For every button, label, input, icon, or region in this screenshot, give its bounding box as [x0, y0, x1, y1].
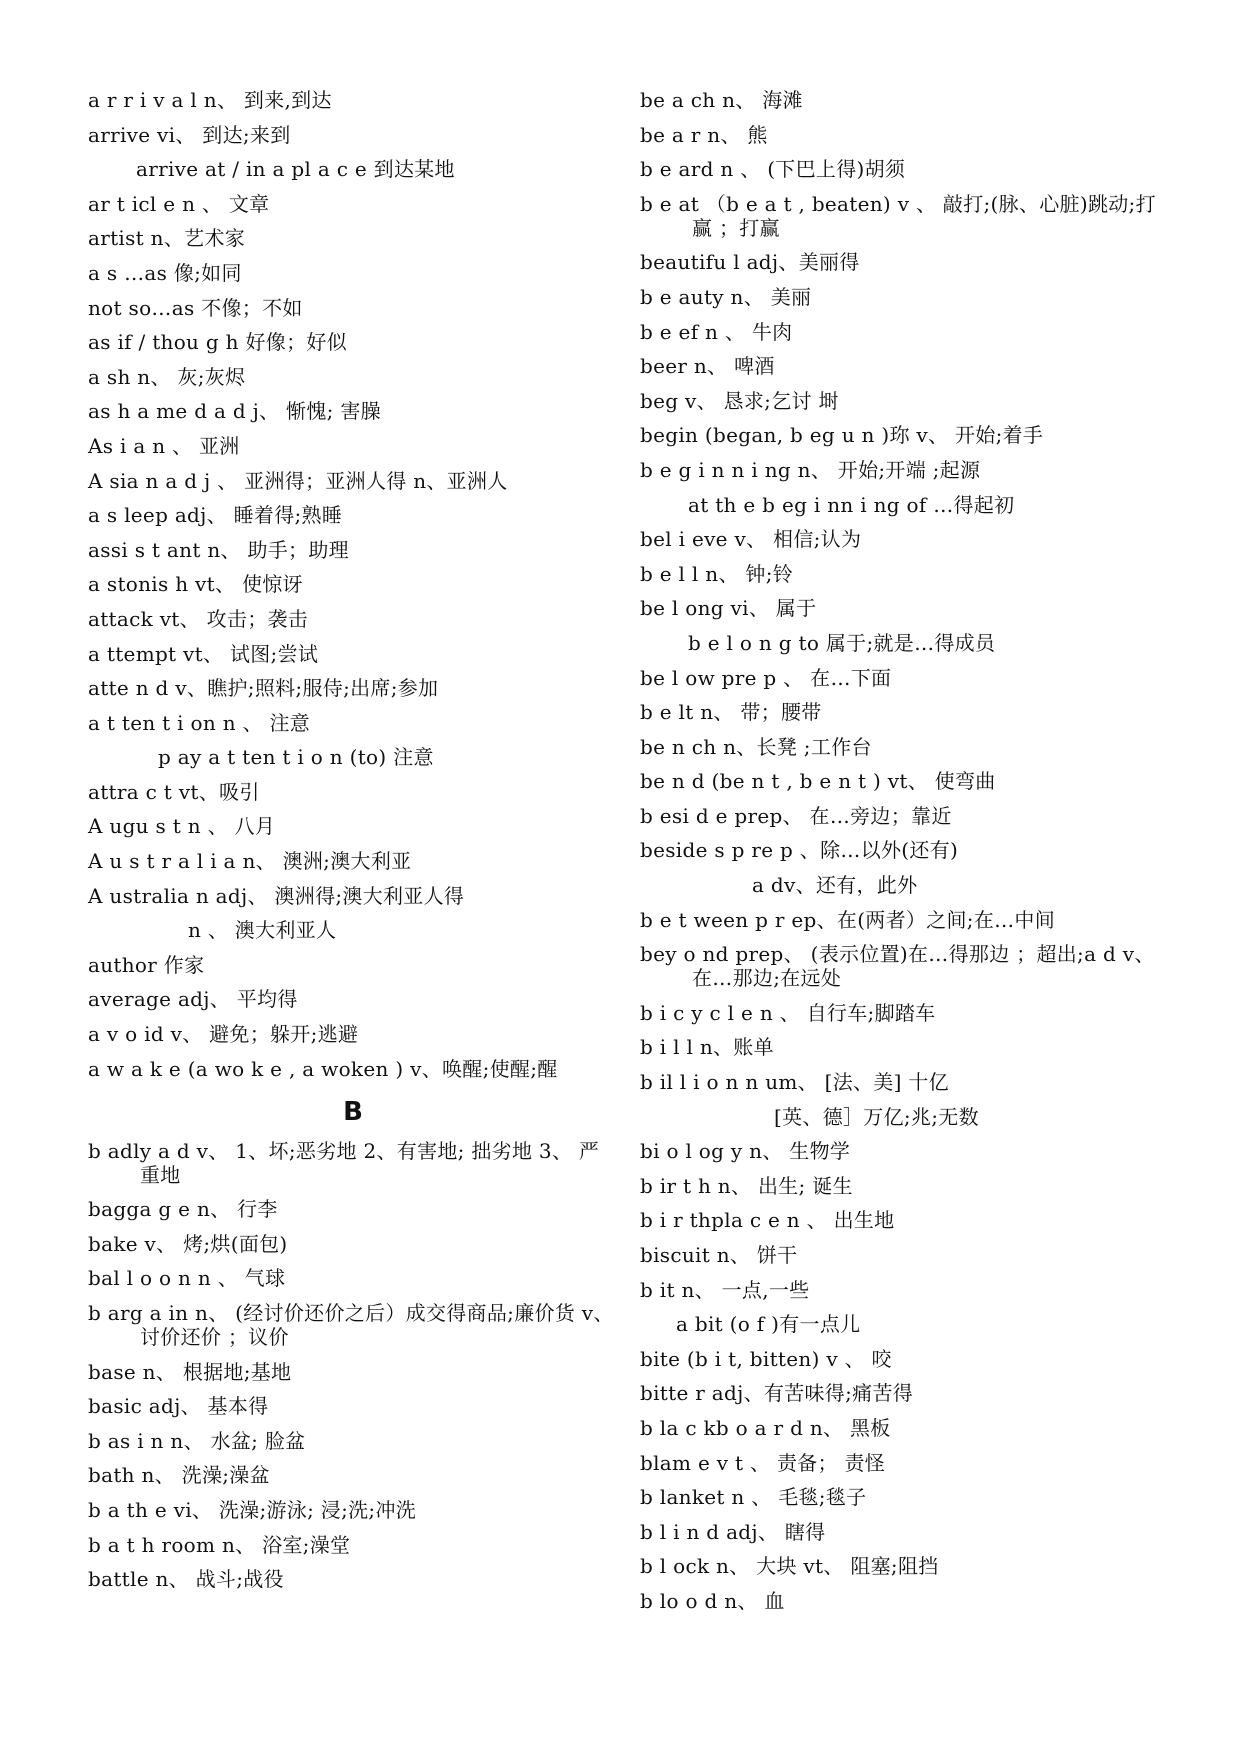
- entry-attention: a t ten t i on n 、 注意: [88, 710, 311, 735]
- entry-bargain: b arg a in n、 (经讨价还价之后）成交得商品;廉价货 v、讨价还价 ；议价: [88, 1301, 614, 1349]
- entry-bicycle: b i c y c l e n 、 自行车;脚踏车: [640, 1000, 936, 1025]
- entry-attend: atte n d v、瞧护;照料;服侍;出席;参加: [88, 676, 439, 701]
- entry-besides-adv: a dv、还有，此外: [752, 873, 918, 898]
- entry-blackboard: b la c kb o a r d n、 黑板: [640, 1415, 891, 1440]
- right-column: [640, 88, 1160, 1624]
- entry-below: be l ow pre p 、 在…下面: [640, 665, 892, 690]
- entry-not-so-as: not so…as 不像；不如: [88, 295, 303, 320]
- entry-bill: b i l l n、账单: [640, 1035, 774, 1060]
- entry-author: author 作家: [88, 952, 205, 977]
- entry-asian: A sia n a d j 、 亚洲得；亚洲人得 n、亚洲人: [88, 468, 508, 493]
- entry-astonish: a stonis h vt、 使惊讶: [88, 572, 303, 597]
- entry-as-if: as if / thou g h 好像；好似: [88, 330, 347, 355]
- entry-between: b e t ween p r ep、在(两者）之间;在…中间: [640, 907, 1056, 932]
- entry-asia: As i a n 、 亚洲: [88, 433, 240, 458]
- entry-august: A ugu s t n 、 八月: [88, 814, 276, 839]
- entry-blanket: b lanket n 、 毛毯;毯子: [640, 1485, 867, 1510]
- entry-believe: bel i eve v、 相信;认为: [640, 527, 862, 552]
- entry-ashamed: as h a me d a d j、 惭愧; 害臊: [88, 399, 381, 424]
- entry-beauty: b e auty n、 美丽: [640, 284, 812, 309]
- entry-beard: b e ard n 、 (下巴上得)胡须: [640, 157, 906, 182]
- entry-battle: battle n、 战斗;战役: [88, 1567, 284, 1592]
- entry-beautiful: beautifu l adj、美丽得: [640, 250, 860, 275]
- entry-arrive-at: arrive at / in a pl a c e 到达某地: [136, 157, 455, 182]
- entry-bench: be n ch n、长凳 ;工作台: [640, 734, 872, 759]
- section-heading-b: B: [343, 1096, 363, 1127]
- entry-birthplace: b i r thpla c e n 、 出生地: [640, 1208, 895, 1233]
- entry-beach: be a ch n、 海滩: [640, 88, 803, 112]
- entry-bite: bite (b i t, bitten) v 、 咬: [640, 1346, 892, 1371]
- entry-artist: artist n、艺术家: [88, 226, 246, 251]
- entry-biology: bi o l og y n、 生物学: [640, 1139, 851, 1164]
- entry-bake: bake v、 烤;烘(面包): [88, 1231, 288, 1256]
- entry-base: base n、 根据地;基地: [88, 1359, 292, 1384]
- entry-badly: b adly a d v、 1、坏;恶劣地 2、有害地; 拙劣地 3、 严重地: [88, 1138, 600, 1187]
- entry-basin: b as i n n、 水盆; 脸盆: [88, 1428, 306, 1453]
- entry-at-the-beginning: at th e b eg i nn i ng of …得起初: [688, 492, 1015, 517]
- entry-begin: begin (began, b eg u n )珎 v、 开始;着手: [640, 423, 1044, 448]
- entry-blood: b lo o d n、 血: [640, 1588, 785, 1613]
- entry-beginning: b e g i n n i ng n、 开始;开端 ;起源: [640, 457, 981, 482]
- entry-bell: b e l l n、 钟;铃: [640, 561, 794, 586]
- entry-blame: blam e v t 、 责备； 责怪: [640, 1450, 886, 1475]
- entry-arrival: a r r i v a l n、 到来,到达: [88, 88, 332, 112]
- entry-bear: be a r n、 熊: [640, 122, 768, 147]
- entry-bathroom: b a t h room n、 浴室;澡堂: [88, 1532, 351, 1557]
- entry-attack: attack vt、 攻击；袭击: [88, 606, 309, 631]
- entry-bend: be n d (be n t , b e n t ) vt、 使弯曲: [640, 769, 996, 794]
- entry-bitter: bitte r adj、有苦味得;痛苦得: [640, 1381, 914, 1406]
- entry-pay-attention: p ay a t ten t i o n (to) 注意: [158, 745, 434, 770]
- entry-australian: A ustralia n adj、 澳洲得;澳大利亚人得: [88, 883, 465, 908]
- entry-attempt: a ttempt vt、 试图;尝试: [88, 641, 319, 666]
- entry-as-as: a s …as 像;如同: [88, 260, 242, 285]
- entry-beside: b esi d e prep、 在…旁边；靠近: [640, 803, 952, 828]
- entry-beg: beg v、 恳求;乞讨 埘: [640, 388, 839, 413]
- entry-bath: bath n、 洗澡;澡盆: [88, 1463, 270, 1488]
- entry-arrive: arrive vi、 到达;来到: [88, 122, 291, 147]
- entry-bit: b it n、 一点,一些: [640, 1277, 810, 1302]
- left-column: [88, 88, 618, 1602]
- entry-beyond: bey o nd prep、 (表示位置)在…得那边 ；超出;a d v、 在…那边;在远处: [640, 942, 1155, 991]
- entry-australia: A u s t r a l i a n、 澳洲;澳大利亚: [88, 849, 412, 874]
- entry-beer: beer n、 啤酒: [640, 354, 775, 379]
- entry-besides: beside s p re p 、除…以外(还有): [640, 838, 959, 863]
- entry-balloon: bal l o o n n 、 气球: [88, 1266, 286, 1291]
- entry-ash: a sh n、 灰;灰烬: [88, 364, 246, 389]
- entry-belong: be l ong vi、 属于: [640, 596, 817, 621]
- entry-article: ar t icl e n 、 文章: [88, 191, 270, 216]
- entry-birth: b ir t h n、 出生; 诞生: [640, 1173, 853, 1198]
- entry-asleep: a s leep adj、 睡着得;熟睡: [88, 503, 343, 528]
- entry-belt: b e lt n、 带；腰带: [640, 700, 822, 725]
- entry-attract: attra c t vt、吸引: [88, 779, 260, 804]
- entry-block: b l ock n、 大块 vt、 阻塞;阻挡: [640, 1554, 939, 1579]
- entry-beef: b e ef n 、 牛肉: [640, 319, 793, 344]
- entry-baggage: bagga g e n、 行李: [88, 1197, 278, 1222]
- entry-a-bit-of: a bit (o f )有一点儿: [676, 1312, 861, 1337]
- entry-beat: b e at （b e a t , beaten) v 、 敲打;(脉、心脏)跳动;打赢 ；打赢: [640, 191, 1156, 240]
- entry-biscuit: biscuit n、 饼干: [640, 1243, 798, 1267]
- entry-blind: b l i n d adj、 瞎得: [640, 1519, 826, 1544]
- entry-bathe: b a th e vi、 洗澡;游泳; 浸;洗;冲洗: [88, 1497, 417, 1522]
- entry-billion-uk: [英、德］万亿;兆;无数: [774, 1104, 979, 1129]
- entry-assistant: assi s t ant n、 助手；助理: [88, 537, 349, 562]
- entry-avoid: a v o id v、 避免；躲开;逃避: [88, 1022, 359, 1047]
- entry-belong-to: b e l o n g to 属于;就是…得成员: [688, 630, 996, 655]
- entry-awake: a w a k e (a wo k e , a woken ) v、唤醒;使醒;醒: [88, 1056, 558, 1081]
- entry-billion: b il l i o n n um、 [法、美] 十亿: [640, 1070, 949, 1095]
- entry-basic: basic adj、 基本得: [88, 1394, 269, 1419]
- entry-australian-noun: n 、 澳大利亚人: [188, 918, 337, 943]
- entry-average: average adj、 平均得: [88, 987, 298, 1012]
